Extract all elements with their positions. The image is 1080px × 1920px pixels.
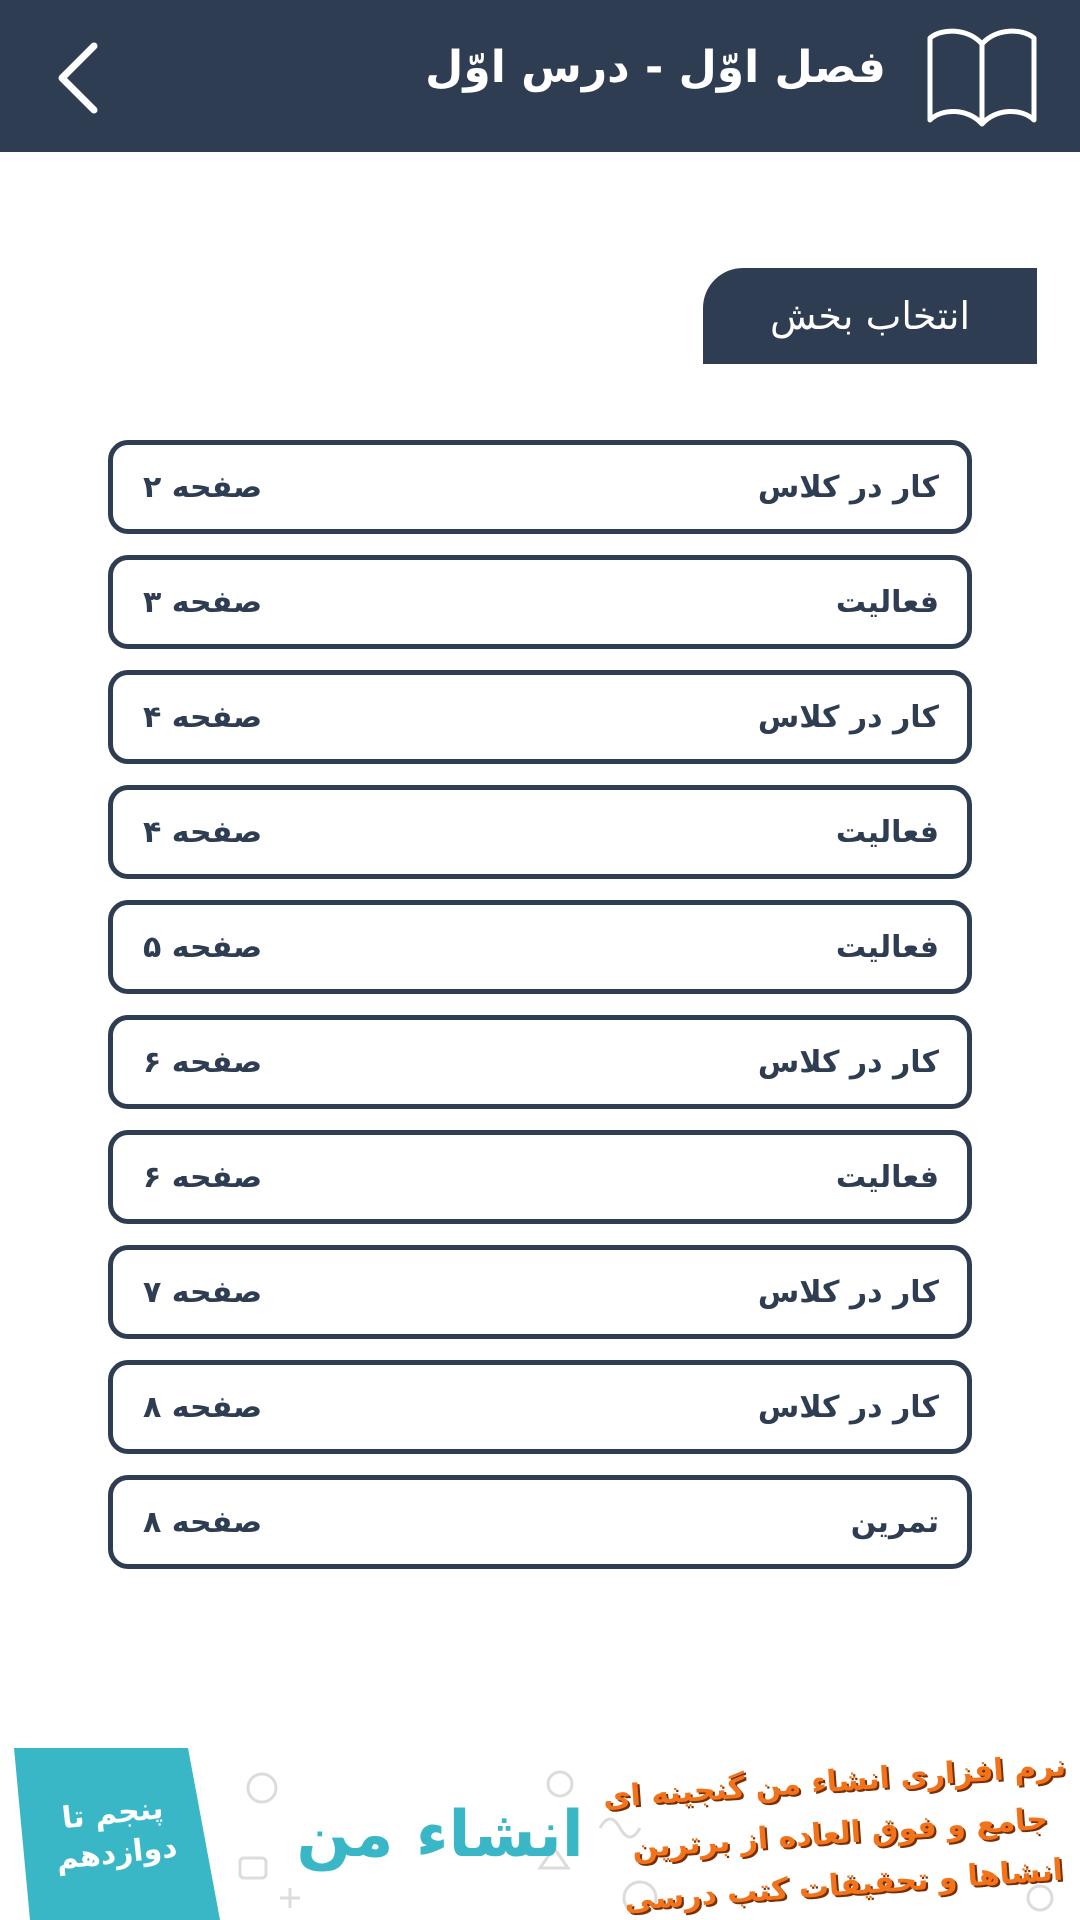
list-item[interactable] (108, 1245, 972, 1339)
badge-line-2: دوازدهم (54, 1829, 180, 1878)
open-book-icon (924, 24, 1040, 128)
item-page: صفحه ۲ (143, 469, 263, 505)
item-page: صفحه ۴ (143, 699, 263, 735)
item-page: صفحه ۳ (143, 584, 263, 620)
badge-text (50, 1788, 179, 1880)
item-title: فعالیت (835, 929, 939, 965)
list-item[interactable] (108, 900, 972, 994)
app-header (0, 0, 1080, 152)
item-title: فعالیت (835, 814, 939, 850)
back-button[interactable] (32, 30, 128, 126)
ad-banner[interactable] (0, 1748, 1080, 1920)
list-item[interactable] (108, 1475, 972, 1569)
promo-line-2: جامع و فوق العاده از برترین (630, 1801, 1049, 1866)
list-item[interactable] (108, 1015, 972, 1109)
list-item[interactable] (108, 440, 972, 534)
item-title: فعالیت (835, 1159, 939, 1195)
section-heading (703, 268, 1037, 364)
chevron-left-icon (50, 38, 110, 118)
item-title: کار در کلاس (757, 1274, 939, 1310)
grade-badge (0, 1748, 230, 1920)
item-title: کار در کلاس (757, 699, 939, 735)
item-title: تمرین (850, 1504, 939, 1540)
item-page: صفحه ۵ (143, 929, 263, 965)
section-heading-label: انتخاب بخش (769, 294, 971, 338)
section-list (108, 440, 972, 1590)
item-page: صفحه ۸ (143, 1389, 263, 1425)
item-page: صفحه ۶ (143, 1044, 263, 1080)
list-item[interactable] (108, 1360, 972, 1454)
item-title: کار در کلاس (757, 1044, 939, 1080)
brand-logo (296, 1770, 584, 1900)
list-item[interactable] (108, 785, 972, 879)
item-page: صفحه ۸ (143, 1504, 263, 1540)
brand-logo-text: انشاء من (296, 1798, 584, 1872)
list-item[interactable] (108, 670, 972, 764)
list-item[interactable] (108, 555, 972, 649)
list-item[interactable] (108, 1130, 972, 1224)
promo-text (601, 1748, 1075, 1920)
item-title: کار در کلاس (757, 1389, 939, 1425)
promo-line-3: انشاها و تحقیقات کتب درسی (623, 1852, 1065, 1919)
item-page: صفحه ۶ (143, 1159, 263, 1195)
page-title: فصل اوّل - درس اوّل (425, 42, 886, 93)
promo-line-1: نرم افزاری انشاء من گنجینه ای (601, 1748, 1067, 1816)
badge-line-1: پنجم تا (60, 1790, 166, 1837)
item-title: کار در کلاس (757, 469, 939, 505)
item-page: صفحه ۷ (143, 1274, 263, 1310)
item-title: فعالیت (835, 584, 939, 620)
item-page: صفحه ۴ (143, 814, 263, 850)
